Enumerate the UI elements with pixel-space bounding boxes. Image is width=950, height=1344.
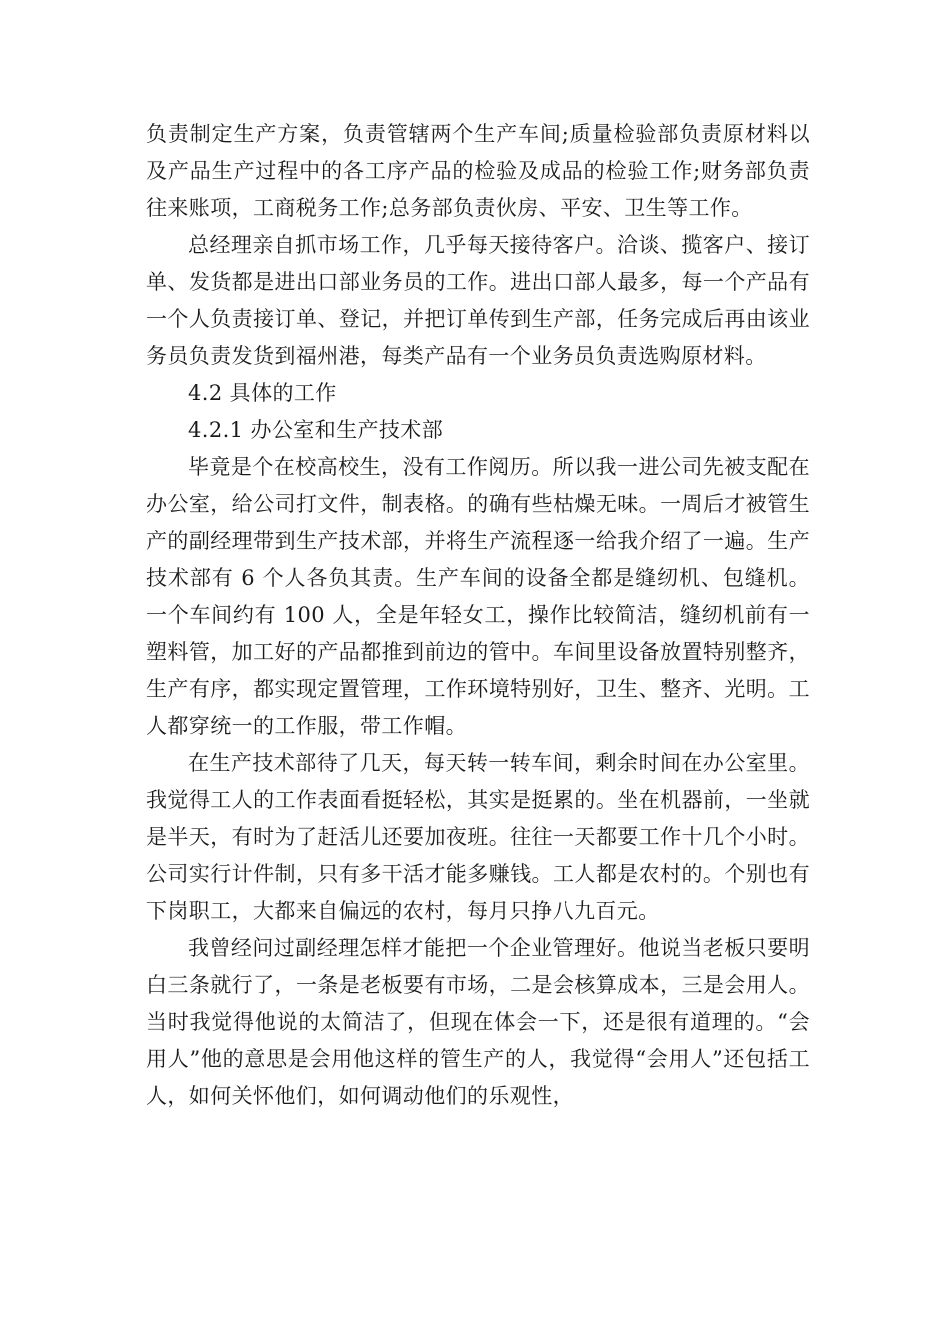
section-heading-4-2: 4.2 具体的工作 xyxy=(188,381,337,405)
section-heading-4-2-1: 4.2.1 办公室和生产技术部 xyxy=(188,418,444,442)
paragraph-general-manager: 总经理亲自抓市场工作，几乎每天接待客户。洽谈、揽客户、接订单、发货都是进出口部业务员的工作。进出口部人最多，每一个产品有一个人负责接订单、登记，并把订单传到生产部，任务完成后再由该业务员负责发货到福州港，每类产品有一个业务员负责选购原材料。 xyxy=(146,233,810,368)
document-page xyxy=(146,116,810,1115)
paragraph-management-advice: 我曾经问过副经理怎样才能把一个企业管理好。他说当老板只要明白三条就行了，一条是老板要有市场，二是会核算成本，三是会用人。当时我觉得他说的太简洁了，但现在体会一下，还是很有道理的。“会用人”他的意思是会用他这样的管生产的人，我觉得“会用人”还包括工人，如何关怀他们，如何调动他们的乐观性， xyxy=(146,936,810,1108)
paragraph-departments: 负责制定生产方案，负责管辖两个生产车间;质量检验部负责原材料以及产品生产过程中的各工序产品的检验及成品的检验工作;财务部负责往来账项，工商税务工作;总务部负责伙房、平安、卫生等工作。 xyxy=(146,122,810,220)
paragraph-office-intro: 毕竟是个在校高校生，没有工作阅历。所以我一进公司先被支配在办公室，给公司打文件，制表格。的确有些枯燥无味。一周后才被管生产的副经理带到生产技术部，并将生产流程逐一给我介绍了一遍。生产技术部有 6 个人各负其责。生产车间的设备全都是缝纫机、包缝机。一个车间约有 100 人，全是年轻女工，操作比较简洁，缝纫机前有一塑料管，加工好的产品都推到前边的管中。车间里设备放置特别整齐，生产有序，都实现定置管理，工作环境特别好，卫生、整齐、光明。工人都穿统一的工作服，带工作帽。 xyxy=(146,455,810,738)
paragraph-workshop-observation: 在生产技术部待了几天，每天转一转车间，剩余时间在办公室里。我觉得工人的工作表面看挺轻松，其实是挺累的。坐在机器前，一坐就是半天，有时为了赶活儿还要加夜班。往往一天都要工作十几个小时。公司实行计件制，只有多干活才能多赚钱。工人都是农村的。个别也有下岗职工，大都来自偏远的农村，每月只挣八九百元。 xyxy=(146,751,810,923)
